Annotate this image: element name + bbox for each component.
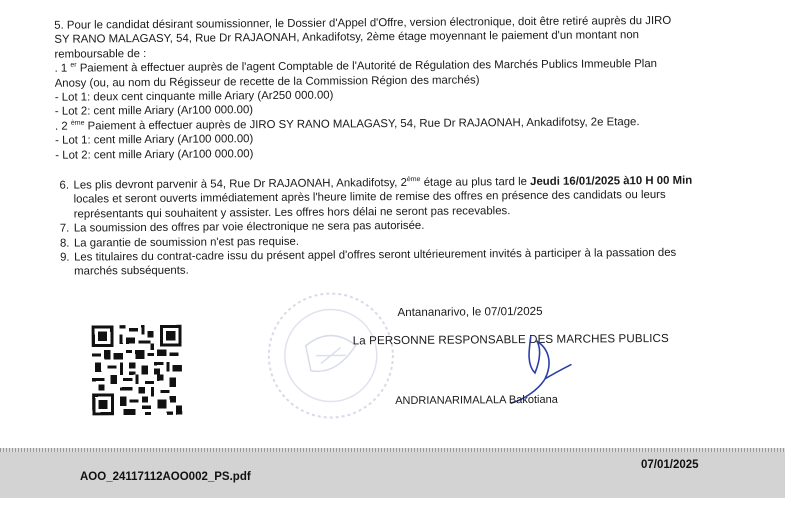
item-6-deadline: Jeudi 16/01/2025 à10 H 00 Min — [530, 174, 693, 188]
item-6-part-b: étage au plus tard le — [420, 175, 531, 189]
place-and-date: Antananarivo, le 07/01/2025 — [397, 304, 543, 320]
list-item-text: Les titulaires du contrat-cadre issu du présent appel d'offres seront ultérieurement invités à participer à la passation des marchés subséquents. — [74, 246, 677, 278]
signatory-role: La PERSONNE RESPONSABLE DES MARCHES PUBLICS — [352, 331, 669, 348]
payment-1-lot-1: - Lot 1: deux cent cinquante mille Ariary (Ar250 000.00) — [54, 89, 334, 104]
section-5-line-2: SY RANO MALAGASY, 54, Rue Dr RAJAONAH, Ankadifotsy, 2ème étage moyennant le paiement d'un montant non — [54, 29, 640, 47]
footer-filename: AOO_24117112AOO002_PS.pdf — [80, 471, 251, 483]
numbered-list — [59, 173, 720, 279]
list-item-text: La soumission des offres par voie électronique ne sera pas autorisée. — [73, 220, 425, 235]
payment-2-text: Paiement à effectuer auprès de JIRO SY RANO MALAGASY, 54, Rue Dr RAJAONAH, Ankadifotsy, 2e Etage. — [87, 115, 640, 133]
item-6-part-c: locales et seront ouverts immédiatement après l'heure limite de remise des offres en présence des candidats ou leurs représentants qui souhaitent y assister. Les offres hors délai ne seront pas recevables. — [73, 189, 666, 221]
section-5-line-3: remboursable de : — [54, 47, 147, 61]
payment-1-prefix: . 1 — [54, 62, 68, 75]
payment-1-text: Paiement à effectuer auprès de l'agent Comptable de l'Autorité de Régulation des Marchés Publics Immeuble Plan — [79, 58, 658, 75]
footer-date: 07/01/2025 — [641, 459, 699, 471]
official-stamp — [255, 285, 406, 426]
list-item-text — [73, 173, 719, 221]
list-item-9 — [60, 246, 720, 280]
payment-1-continuation: Anosy (ou, au nom du Régisseur de recette de la Commission Région des marchés) — [54, 73, 480, 90]
list-item-6 — [59, 173, 719, 221]
payment-2-prefix: . 2 — [54, 120, 68, 133]
payment-2-sup: ème — [70, 119, 85, 127]
list-item-number: 9. — [60, 251, 70, 264]
section-5-line-1: 5. Pour le candidat désirant soumissionner, le Dossier d'Appel d'Offre, version électronique, doit être retiré auprès du JIRO — [54, 14, 672, 32]
payment-2-lot-1: - Lot 1: cent mille Ariary (Ar100 000.00) — [55, 133, 254, 147]
payment-1-sup: er — [70, 61, 77, 70]
item-6-sup: ème — [406, 176, 421, 184]
list-item-text: La garantie de soumission n'est pas requise. — [73, 235, 300, 250]
signatory-name: ANDRIANARIMALALA Bakotiana — [395, 393, 558, 408]
payment-1-lot-2: - Lot 2: cent mille Ariary (Ar100 000.00) — [54, 104, 254, 119]
list-item-number: 7. — [59, 222, 70, 235]
qr-code-icon — [92, 325, 183, 416]
item-6-part-a: Les plis devront parvenir à 54, Rue Dr RAJAONAH, Ankadifotsy, 2 — [73, 176, 407, 192]
section-5-paragraph — [54, 14, 715, 163]
payment-2-lot-2: - Lot 2: cent mille Ariary (Ar100 000.00) — [55, 147, 254, 162]
list-item-number: 8. — [59, 237, 70, 250]
list-item-number: 6. — [59, 179, 70, 192]
